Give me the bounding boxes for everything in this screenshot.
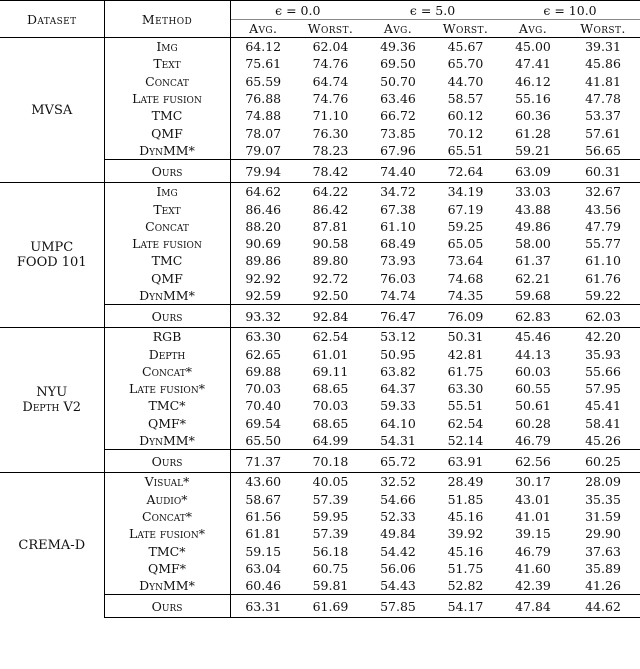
- value-cell: 49.84: [380, 526, 416, 542]
- value-cell: 63.46: [380, 91, 416, 107]
- worst-header: Worst.: [442, 21, 489, 36]
- value-cell: 58.67: [245, 491, 282, 507]
- value-cell: 67.38: [380, 201, 416, 217]
- value-cell: 57.39: [312, 526, 349, 542]
- value-cell: 61.10: [585, 253, 621, 269]
- value-cell: 56.18: [312, 543, 349, 559]
- dataset-name: [0, 328, 104, 473]
- value-cell: 61.75: [447, 363, 484, 379]
- value-cell: 60.46: [245, 578, 282, 594]
- value-cell: 45.16: [447, 508, 484, 524]
- value-cell: 75.61: [245, 56, 282, 72]
- dataset-name-line: Depth V2: [22, 400, 82, 416]
- value-cell: 54.66: [380, 491, 416, 507]
- avg-header: Avg.: [518, 21, 548, 36]
- value-cell: 32.52: [365, 473, 431, 491]
- value-cell: 70.03: [245, 381, 282, 397]
- value-cell: 53.12: [365, 328, 431, 346]
- value-cell: 41.81: [585, 73, 621, 89]
- value-cell: 39.92: [447, 526, 484, 542]
- value-cell: 58.41: [585, 415, 621, 431]
- value-cell: 55.16: [515, 91, 551, 107]
- value-cell: 74.76: [312, 91, 349, 107]
- method-name: QMF*: [104, 560, 230, 577]
- method-name: Img: [104, 183, 230, 201]
- value-cell: 42.81: [447, 346, 484, 362]
- method-name: Late fusion*: [104, 525, 230, 542]
- value-cell: 37.63: [585, 543, 621, 559]
- value-cell: 57.61: [585, 125, 621, 141]
- value-cell: 55.77: [585, 236, 621, 252]
- value-cell: 63.82: [380, 363, 416, 379]
- value-cell: 50.95: [380, 346, 416, 362]
- dataset-name-line: MVSA: [31, 102, 73, 118]
- value-cell: 74.76: [312, 56, 349, 72]
- value-cell-bold: 63.91: [431, 450, 500, 473]
- eps-group-0: ϵ = 0.0: [230, 1, 365, 20]
- method-name: Text: [104, 200, 230, 217]
- value-cell: 92.92: [245, 270, 282, 286]
- value-cell: 61.10: [380, 218, 416, 234]
- value-cell: 61.81: [245, 526, 282, 542]
- method-name: Audio*: [104, 491, 230, 508]
- value-cell: 60.03: [515, 363, 551, 379]
- value-cell: 69.11: [312, 363, 349, 379]
- value-cell-bold: 74.40: [365, 160, 431, 183]
- value-cell: 43.88: [515, 201, 551, 217]
- value-cell-bold: 62.56: [500, 450, 566, 473]
- value-cell: 50.31: [431, 328, 500, 346]
- value-cell: 45.26: [585, 433, 621, 449]
- value-cell-bold: 62.03: [566, 305, 640, 328]
- value-cell: 44.70: [447, 73, 484, 89]
- method-name: Img: [104, 38, 230, 56]
- value-cell-bold: 44.62: [566, 595, 640, 618]
- method-name: Concat: [104, 218, 230, 235]
- value-cell: 92.72: [312, 270, 349, 286]
- value-cell: 69.88: [245, 363, 282, 379]
- value-cell: 60.55: [515, 381, 551, 397]
- value-cell: 74.74: [380, 288, 416, 303]
- value-cell: 60.12: [447, 108, 484, 124]
- value-cell: 64.22: [296, 183, 365, 201]
- method-name: TMC*: [104, 397, 230, 414]
- value-cell: 78.23: [312, 142, 349, 158]
- eps-group-1: ϵ = 5.0: [365, 1, 500, 20]
- method-name: Late fusion: [104, 90, 230, 107]
- value-cell: 89.80: [312, 253, 349, 269]
- method-name-ours: Ours: [104, 450, 230, 473]
- value-cell: 62.65: [245, 346, 282, 362]
- value-cell-bold: 57.85: [365, 595, 431, 618]
- method-name: Visual*: [104, 473, 230, 491]
- value-cell: 60.75: [312, 560, 349, 576]
- value-cell-bold: 65.72: [365, 450, 431, 473]
- value-cell-bold: 76.47: [365, 305, 431, 328]
- value-cell: 59.22: [585, 288, 621, 303]
- dataset-name-line: FOOD 101: [16, 255, 87, 271]
- value-cell: 39.15: [515, 526, 551, 542]
- value-cell: 65.51: [447, 142, 484, 158]
- dataset-name: [0, 38, 104, 183]
- value-cell: 65.05: [447, 236, 484, 252]
- value-cell: 73.64: [447, 253, 484, 269]
- value-cell: 86.42: [312, 201, 349, 217]
- value-cell: 52.82: [447, 578, 484, 594]
- table-row: [0, 183, 640, 201]
- value-cell: 87.81: [312, 218, 349, 234]
- dataset-name-line: NYU: [36, 385, 68, 401]
- value-cell: 45.67: [431, 38, 500, 56]
- value-cell: 61.28: [515, 125, 551, 141]
- value-cell: 63.30: [230, 328, 296, 346]
- value-cell: 64.62: [230, 183, 296, 201]
- method-name-ours: Ours: [104, 305, 230, 328]
- method-name: DynMM*: [104, 432, 230, 450]
- dataset-header: Dataset: [0, 1, 104, 38]
- value-cell: 28.09: [566, 473, 640, 491]
- value-cell: 51.75: [447, 560, 484, 576]
- method-name: TMC: [104, 252, 230, 269]
- value-cell: 70.03: [312, 398, 349, 414]
- value-cell: 79.07: [245, 142, 282, 158]
- value-cell: 67.19: [447, 201, 484, 217]
- value-cell: 65.70: [447, 56, 484, 72]
- value-cell: 54.42: [380, 543, 416, 559]
- method-name-ours: Ours: [104, 595, 230, 618]
- value-cell: 41.60: [515, 560, 551, 576]
- value-cell: 43.56: [585, 201, 621, 217]
- value-cell: 44.13: [515, 346, 551, 362]
- value-cell: 45.86: [585, 56, 621, 72]
- method-name: DynMM*: [104, 142, 230, 160]
- value-cell: 57.39: [312, 491, 349, 507]
- value-cell-bold: 61.69: [296, 595, 365, 618]
- value-cell: 29.90: [585, 526, 621, 542]
- dataset-name-line: UMPC: [30, 240, 74, 256]
- value-cell: 51.85: [447, 491, 484, 507]
- value-cell: 63.04: [245, 560, 282, 576]
- dataset-name-line: CREMA-D: [18, 538, 86, 554]
- value-cell: 32.67: [566, 183, 640, 201]
- value-cell: 89.86: [245, 253, 282, 269]
- method-name: TMC*: [104, 542, 230, 559]
- value-cell-bold: 63.31: [230, 595, 296, 618]
- value-cell-bold: 63.09: [500, 160, 566, 183]
- value-cell: 62.04: [296, 38, 365, 56]
- value-cell: 47.78: [585, 91, 621, 107]
- value-cell-bold: 71.37: [230, 450, 296, 473]
- value-cell: 59.95: [312, 508, 349, 524]
- value-cell-bold: 76.09: [431, 305, 500, 328]
- value-cell: 74.88: [245, 108, 282, 124]
- value-cell: 39.31: [566, 38, 640, 56]
- value-cell: 78.07: [245, 125, 282, 141]
- value-cell: 42.20: [566, 328, 640, 346]
- value-cell: 56.65: [585, 142, 621, 158]
- value-cell: 66.72: [380, 108, 416, 124]
- value-cell: 65.59: [245, 73, 282, 89]
- table-row: [0, 473, 640, 491]
- table-row: [0, 38, 640, 56]
- method-name: Late fusion: [104, 235, 230, 252]
- value-cell: 61.56: [245, 508, 282, 524]
- value-cell: 52.33: [380, 508, 416, 524]
- value-cell-bold: 78.42: [296, 160, 365, 183]
- value-cell: 55.66: [585, 363, 621, 379]
- value-cell: 88.20: [245, 218, 282, 234]
- value-cell: 73.93: [380, 253, 416, 269]
- value-cell-bold: 47.84: [500, 595, 566, 618]
- value-cell: 68.49: [380, 236, 416, 252]
- value-cell: 43.60: [230, 473, 296, 491]
- value-cell: 68.65: [312, 381, 349, 397]
- value-cell: 59.15: [245, 543, 282, 559]
- value-cell: 76.30: [312, 125, 349, 141]
- value-cell: 35.35: [585, 491, 621, 507]
- method-name: QMF*: [104, 415, 230, 432]
- value-cell: 41.01: [515, 508, 551, 524]
- value-cell: 61.37: [515, 253, 551, 269]
- method-name: DynMM*: [104, 287, 230, 305]
- value-cell: 46.79: [515, 433, 551, 449]
- value-cell: 59.25: [447, 218, 484, 234]
- value-cell: 35.89: [585, 560, 621, 576]
- value-cell: 68.65: [312, 415, 349, 431]
- avg-header: Avg.: [249, 21, 278, 36]
- value-cell: 65.50: [245, 433, 282, 449]
- eps-group-2: ϵ = 10.0: [500, 1, 640, 20]
- value-cell: 41.26: [585, 578, 621, 594]
- value-cell-bold: 79.94: [230, 160, 296, 183]
- value-cell: 45.41: [585, 398, 621, 414]
- value-cell: 56.06: [380, 560, 416, 576]
- value-cell: 28.49: [431, 473, 500, 491]
- worst-header: Worst.: [307, 21, 354, 36]
- value-cell: 92.59: [245, 288, 282, 303]
- method-name: Late fusion*: [104, 380, 230, 397]
- value-cell: 64.99: [312, 433, 349, 449]
- value-cell: 52.14: [447, 433, 484, 449]
- value-cell-bold: 72.64: [431, 160, 500, 183]
- value-cell: 46.12: [515, 73, 551, 89]
- value-cell: 50.61: [515, 398, 551, 414]
- value-cell: 69.54: [245, 415, 282, 431]
- value-cell: 70.12: [447, 125, 484, 141]
- method-header: Method: [104, 1, 230, 38]
- value-cell: 64.74: [312, 73, 349, 89]
- method-name: Concat*: [104, 363, 230, 380]
- value-cell: 49.36: [365, 38, 431, 56]
- method-name: Text: [104, 55, 230, 72]
- value-cell: 34.19: [431, 183, 500, 201]
- value-cell: 49.86: [515, 218, 551, 234]
- value-cell: 62.54: [296, 328, 365, 346]
- value-cell: 60.28: [515, 415, 551, 431]
- value-cell: 45.46: [500, 328, 566, 346]
- value-cell: 58.57: [447, 91, 484, 107]
- method-name: Concat: [104, 73, 230, 90]
- value-cell: 63.30: [447, 381, 484, 397]
- value-cell: 67.96: [380, 142, 416, 158]
- value-cell: 62.54: [447, 415, 484, 431]
- method-name: QMF: [104, 124, 230, 141]
- value-cell: 34.72: [365, 183, 431, 201]
- value-cell: 45.00: [500, 38, 566, 56]
- value-cell: 71.10: [312, 108, 349, 124]
- value-cell: 59.21: [515, 142, 551, 158]
- value-cell: 61.76: [585, 270, 621, 286]
- value-cell: 60.36: [515, 108, 551, 124]
- value-cell-bold: 93.32: [230, 305, 296, 328]
- value-cell: 64.12: [230, 38, 296, 56]
- value-cell: 54.43: [380, 578, 416, 594]
- value-cell: 43.01: [515, 491, 551, 507]
- value-cell: 47.41: [515, 56, 551, 72]
- value-cell: 53.37: [585, 108, 621, 124]
- value-cell: 64.10: [380, 415, 416, 431]
- value-cell-bold: 54.17: [431, 595, 500, 618]
- value-cell: 74.68: [447, 270, 484, 286]
- method-name-ours: Ours: [104, 160, 230, 183]
- value-cell: 46.79: [515, 543, 551, 559]
- value-cell: 33.03: [500, 183, 566, 201]
- value-cell: 90.58: [312, 236, 349, 252]
- value-cell: 64.37: [380, 381, 416, 397]
- value-cell: 42.39: [515, 578, 551, 594]
- method-name: TMC: [104, 107, 230, 124]
- value-cell: 47.79: [585, 218, 621, 234]
- value-cell: 59.81: [312, 578, 349, 594]
- value-cell-bold: 62.83: [500, 305, 566, 328]
- value-cell: 69.50: [380, 56, 416, 72]
- dataset-name: [0, 473, 104, 618]
- value-cell: 74.35: [447, 288, 484, 303]
- method-name: DynMM*: [104, 577, 230, 595]
- value-cell: 92.50: [312, 288, 349, 303]
- method-name: QMF: [104, 270, 230, 287]
- method-name: Concat*: [104, 508, 230, 525]
- value-cell: 62.21: [515, 270, 551, 286]
- value-cell: 58.00: [515, 236, 551, 252]
- value-cell-bold: 92.84: [296, 305, 365, 328]
- value-cell: 31.59: [585, 508, 621, 524]
- method-name: RGB: [104, 328, 230, 346]
- value-cell: 76.03: [380, 270, 416, 286]
- value-cell: 76.88: [245, 91, 282, 107]
- value-cell: 86.46: [245, 201, 282, 217]
- value-cell-bold: 60.31: [566, 160, 640, 183]
- avg-header: Avg.: [383, 21, 413, 36]
- value-cell: 54.31: [380, 433, 416, 449]
- value-cell: 59.33: [380, 398, 416, 414]
- value-cell: 70.40: [245, 398, 282, 414]
- value-cell-bold: 70.18: [296, 450, 365, 473]
- value-cell: 45.16: [447, 543, 484, 559]
- dataset-name: [0, 183, 104, 328]
- method-name: Depth: [104, 345, 230, 362]
- value-cell: 73.85: [380, 125, 416, 141]
- value-cell: 55.51: [447, 398, 484, 414]
- value-cell: 30.17: [500, 473, 566, 491]
- value-cell: 90.69: [245, 236, 282, 252]
- value-cell: 59.68: [515, 288, 551, 303]
- table-row: [0, 328, 640, 346]
- value-cell: 61.01: [312, 346, 349, 362]
- value-cell: 50.70: [380, 73, 416, 89]
- value-cell: 35.93: [585, 346, 621, 362]
- value-cell-bold: 60.25: [566, 450, 640, 473]
- worst-header: Worst.: [580, 21, 626, 36]
- value-cell: 40.05: [296, 473, 365, 491]
- value-cell: 57.95: [585, 381, 621, 397]
